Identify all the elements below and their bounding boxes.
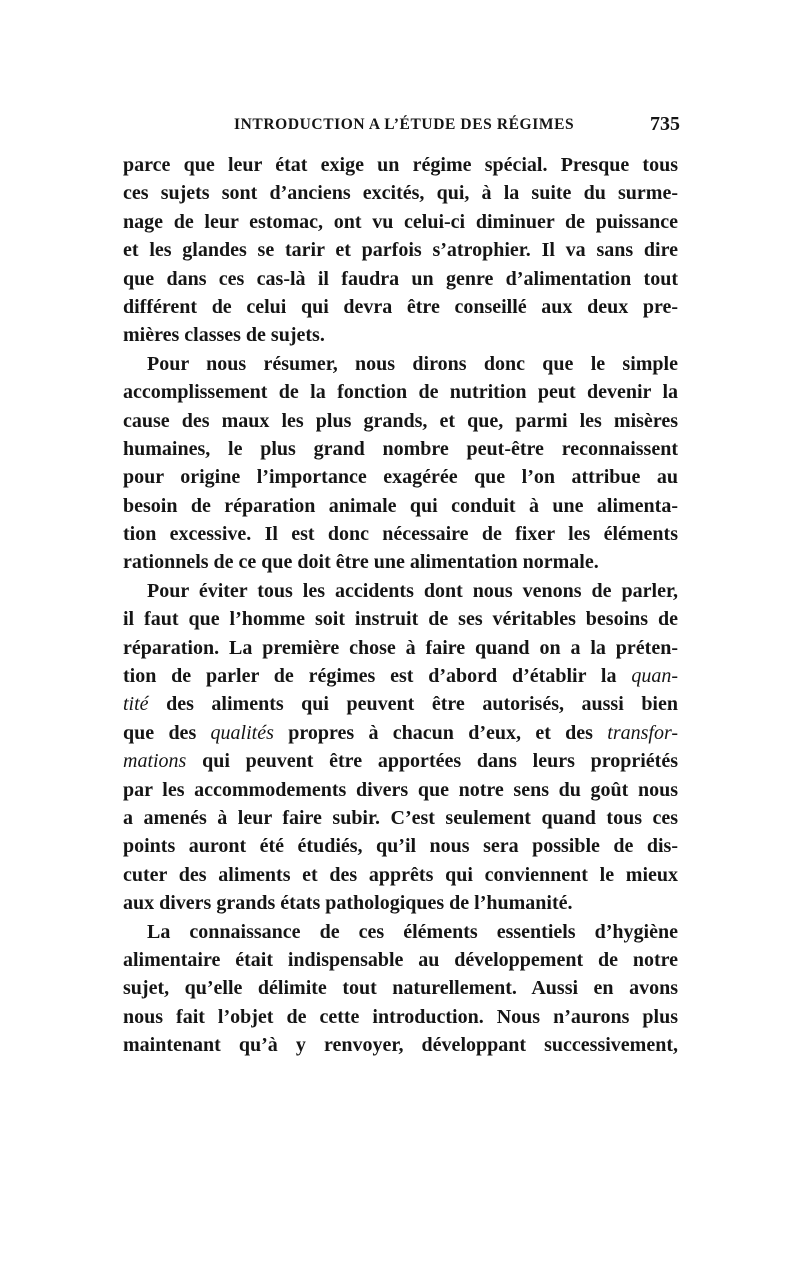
text-line: nage de leur estomac, ont vu celui-ci diminuer de puissance bbox=[123, 210, 678, 233]
text-line-with-italic bbox=[123, 662, 678, 690]
text-line: humaines, le plus grand nombre peut-être reconnaissent bbox=[123, 437, 678, 460]
text-line: La connaissance de ces éléments essentiels d’hygiène bbox=[147, 920, 678, 943]
text-line: différent de celui qui devra être conseillé aux deux pre- bbox=[123, 295, 678, 318]
text-line: par les accommodements divers que notre sens du goût nous bbox=[123, 778, 678, 801]
page-header bbox=[120, 113, 680, 140]
text-line: réparation. La première chose à faire quand on a la préten- bbox=[123, 636, 678, 659]
text-line: tion excessive. Il est donc nécessaire de fixer les éléments bbox=[123, 523, 678, 546]
text-line: que dans ces cas-là il faudra un genre d’alimentation tout bbox=[123, 267, 678, 290]
text-line: accomplissement de la fonction de nutrition peut devenir la bbox=[123, 381, 678, 404]
text-line-with-italic bbox=[123, 719, 678, 747]
text-line: alimentaire était indispensable au développement de notre bbox=[123, 948, 678, 971]
text-line: aux divers grands états pathologiques de l’humanité. bbox=[123, 892, 573, 915]
text-line: mières classes de sujets. bbox=[123, 324, 325, 347]
text-line: et les glandes se tarir et parfois s’atrophier. Il va sans dire bbox=[123, 239, 678, 262]
text-line: maintenant qu’à y renvoyer, développant successivement, bbox=[123, 1034, 678, 1057]
text-segment: qui peuvent être apportées dans leurs propriétés bbox=[186, 750, 678, 773]
text-segment: tion de parler de régimes est d’abord d’établir la bbox=[123, 665, 632, 688]
italic-word: tité bbox=[123, 693, 149, 716]
text-line: parce que leur état exige un régime spécial. Presque tous bbox=[123, 154, 678, 176]
body-text bbox=[123, 151, 678, 1060]
italic-word: transfor- bbox=[607, 721, 679, 744]
text-line: Pour éviter tous les accidents dont nous venons de parler, bbox=[147, 579, 678, 602]
text-line: a amenés à leur faire subir. C’est seulement quand tous ces bbox=[123, 806, 678, 829]
text-line: nous fait l’objet de cette introduction. Nous n’aurons plus bbox=[123, 1005, 678, 1028]
text-line: cause des maux les plus grands, et que, parmi les misères bbox=[123, 409, 678, 432]
text-line: Pour nous résumer, nous dirons donc que le simple bbox=[147, 352, 678, 375]
text-line: points auront été étudiés, qu’il nous sera possible de dis- bbox=[123, 835, 678, 858]
text-line: rationnels de ce que doit être une alimentation normale. bbox=[123, 551, 599, 574]
text-line-with-italic bbox=[123, 690, 678, 718]
italic-word: mations bbox=[123, 750, 187, 773]
text-line-with-italic bbox=[123, 747, 678, 775]
text-line: il faut que l’homme soit instruit de ses véritables besoins de bbox=[123, 608, 678, 631]
running-title: INTRODUCTION A L’ÉTUDE DES RÉGIMES bbox=[234, 116, 575, 133]
text-line: pour origine l’importance exagérée que l’on attribue au bbox=[123, 466, 678, 489]
text-line: sujet, qu’elle délimite tout naturellement. Aussi en avons bbox=[123, 977, 678, 1000]
text-line: cuter des aliments et des apprêts qui conviennent le mieux bbox=[123, 863, 678, 886]
text-segment: propres à chacun d’eux, et des bbox=[273, 721, 608, 744]
text-segment: que des bbox=[123, 721, 211, 744]
page-number: 735 bbox=[650, 113, 680, 135]
text-segment: des aliments qui peuvent être autorisés, aussi bien bbox=[148, 693, 678, 716]
text-line: besoin de réparation animale qui conduit à une alimenta- bbox=[123, 494, 678, 517]
italic-word: quan- bbox=[631, 665, 678, 688]
italic-word: qualités bbox=[210, 721, 274, 744]
text-line: ces sujets sont d’anciens excités, qui, à la suite du surme- bbox=[123, 182, 678, 205]
